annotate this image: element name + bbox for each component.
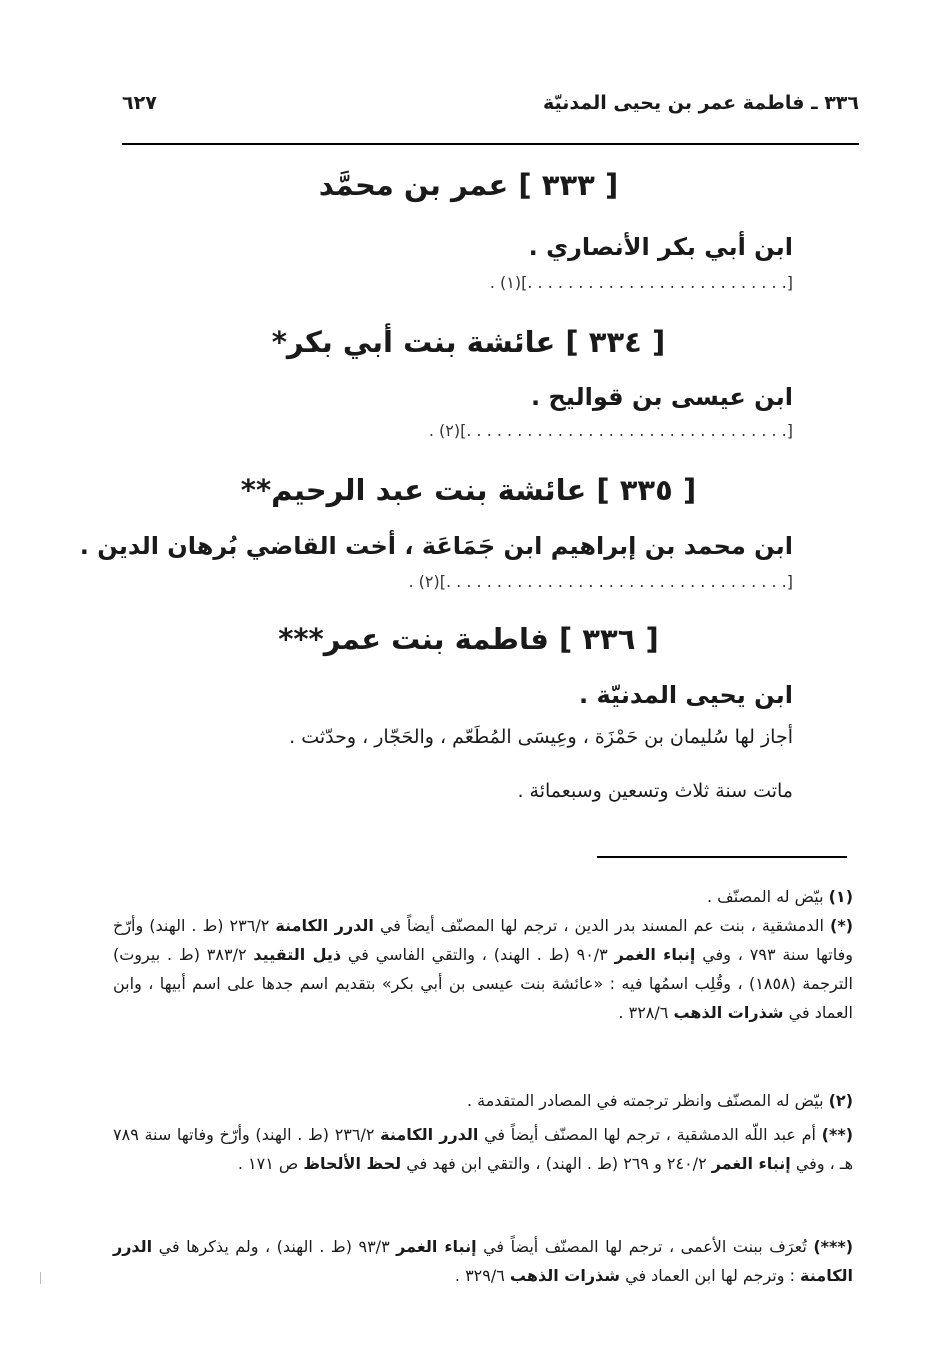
source-title: الدرر الكامنة xyxy=(113,1237,853,1285)
entry-line-334: ابن عيسى بن قواليح . xyxy=(531,383,793,411)
footnote-star-2 xyxy=(113,1120,853,1178)
footnote-text: الدمشقية ، بنت عم المسند بدر الدين ، ترجم لها المصنّف أيضاً في xyxy=(379,916,824,935)
footnote-text: بيّض له المصنّف . xyxy=(707,887,824,906)
footnote-2 xyxy=(113,1086,853,1115)
source-title: إنباء الغمر xyxy=(711,1154,791,1173)
source-title: إنباء الغمر xyxy=(396,1237,477,1256)
footnote-text: ٩٣/٣ (ط . الهند) ، ولم يذكرها في xyxy=(158,1237,390,1256)
footnote-text: ص ١٧١ . xyxy=(237,1154,299,1173)
footnote-text: ٢٤٠/٢ و ٢٦٩ (ط . الهند) ، والتقي ابن فهد في xyxy=(406,1154,707,1173)
footnote-text: : وترجم لها ابن العماد في xyxy=(625,1266,795,1285)
source-title: إنباء الغمر xyxy=(614,945,696,964)
entry-title-336: [ ٣٣٦ ] فاطمة بنت عمر*** xyxy=(278,622,659,656)
footnote-text: ٢٣٦/٢ (ط . الهند) وأرّخ وفاتها سنة ٧٨٩ هـ ، وفي xyxy=(113,1125,853,1173)
footnote-1 xyxy=(113,882,853,911)
footnote-mark: (**) xyxy=(821,1125,854,1144)
footnote-mark: (١) xyxy=(828,887,853,906)
entry-dots-335: [. . . . . . . . . . . . . . . . . . . . . . . . . . . . . . . . . .](٢) . xyxy=(408,572,793,591)
footnote-star-1 xyxy=(113,911,853,1027)
footnote-text: ٣٢٨/٦ . xyxy=(618,1003,669,1022)
running-header-title: ٣٣٦ ـ فاطمة عمر بن يحيى المدنيّة xyxy=(542,92,859,114)
footnote-text: ٣٨٣/٢ (ط . بيروت) الترجمة (١٨٥٨) ، وقُلِب اسمُها فيه : «عائشة بنت عيسى بن أبي بكر» بتقديم اسم جدها على اسم أبيها ، وابن العماد في xyxy=(113,945,853,1022)
entry-body-line: أجاز لها سُليمان بن حَمْزَة ، وعِيسَى المُطَعّم ، والحَجّار ، وحدّثت . xyxy=(289,726,793,748)
entry-line-336: ابن يحيى المدنيّة . xyxy=(579,681,793,709)
entry-dots-334: [. . . . . . . . . . . . . . . . . . . . . . . . . . . . . . . .](٢) . xyxy=(428,421,793,440)
footnote-text: ٣٢٩/٦ . xyxy=(454,1266,505,1285)
source-title: الدرر الكامنة xyxy=(380,1125,479,1144)
footnote-mark: (***) xyxy=(813,1237,854,1256)
footnote-text: بيّض له المصنّف وانظر ترجمته في المصادر المتقدمة . xyxy=(466,1091,824,1110)
margin-mark xyxy=(40,1272,41,1284)
source-title: لحظ الألحاظ xyxy=(303,1154,402,1173)
source-title: ذيل التقييد xyxy=(253,945,342,964)
footnote-text: أم عبد اللّه الدمشقية ، ترجم لها المصنّف أيضاً في xyxy=(484,1125,816,1144)
footnote-text: ٩٠/٣ (ط . الهند) ، والتقي الفاسي في xyxy=(347,945,608,964)
footnote-text: تُعرَف ببنت الأعمى ، ترجم لها المصنّف أيضاً في xyxy=(483,1237,807,1256)
entry-line-333: ابن أبي بكر الأنصاري . xyxy=(528,233,793,261)
footnote-mark: (*) xyxy=(830,916,854,935)
source-title: الدرر الكامنة xyxy=(275,916,374,935)
footnote-divider xyxy=(597,856,847,858)
entry-title-333: [ ٣٣٣ ] عمر بن محمَّد xyxy=(318,168,619,202)
footnote-star-3 xyxy=(113,1232,853,1290)
source-title: شذرات الذهب xyxy=(673,1003,784,1022)
entry-body-line: ماتت سنة ثلاث وتسعين وسبعمائة . xyxy=(517,780,793,802)
page-number: ٦٢٧ xyxy=(122,92,157,114)
header-divider xyxy=(122,143,859,145)
footnote-text: ٢٣٦/٢ (ط . الهند) وأرّخ وفاتها سنة ٧٩٣ ، وفي xyxy=(113,916,853,964)
footnote-mark: (٢) xyxy=(828,1091,853,1110)
entry-dots-333: [. . . . . . . . . . . . . . . . . . . . . . . . . .](١) . xyxy=(489,273,793,292)
entry-title-335: [ ٣٣٥ ] عائشة بنت عبد الرحيم** xyxy=(240,473,697,507)
entry-line-335: ابن محمد بن إبراهيم ابن جَمَاعَة ، أخت القاضي بُرهان الدين . xyxy=(79,532,793,560)
entry-title-334: [ ٣٣٤ ] عائشة بنت أبي بكر* xyxy=(271,325,666,359)
source-title: شذرات الذهب xyxy=(509,1266,621,1285)
